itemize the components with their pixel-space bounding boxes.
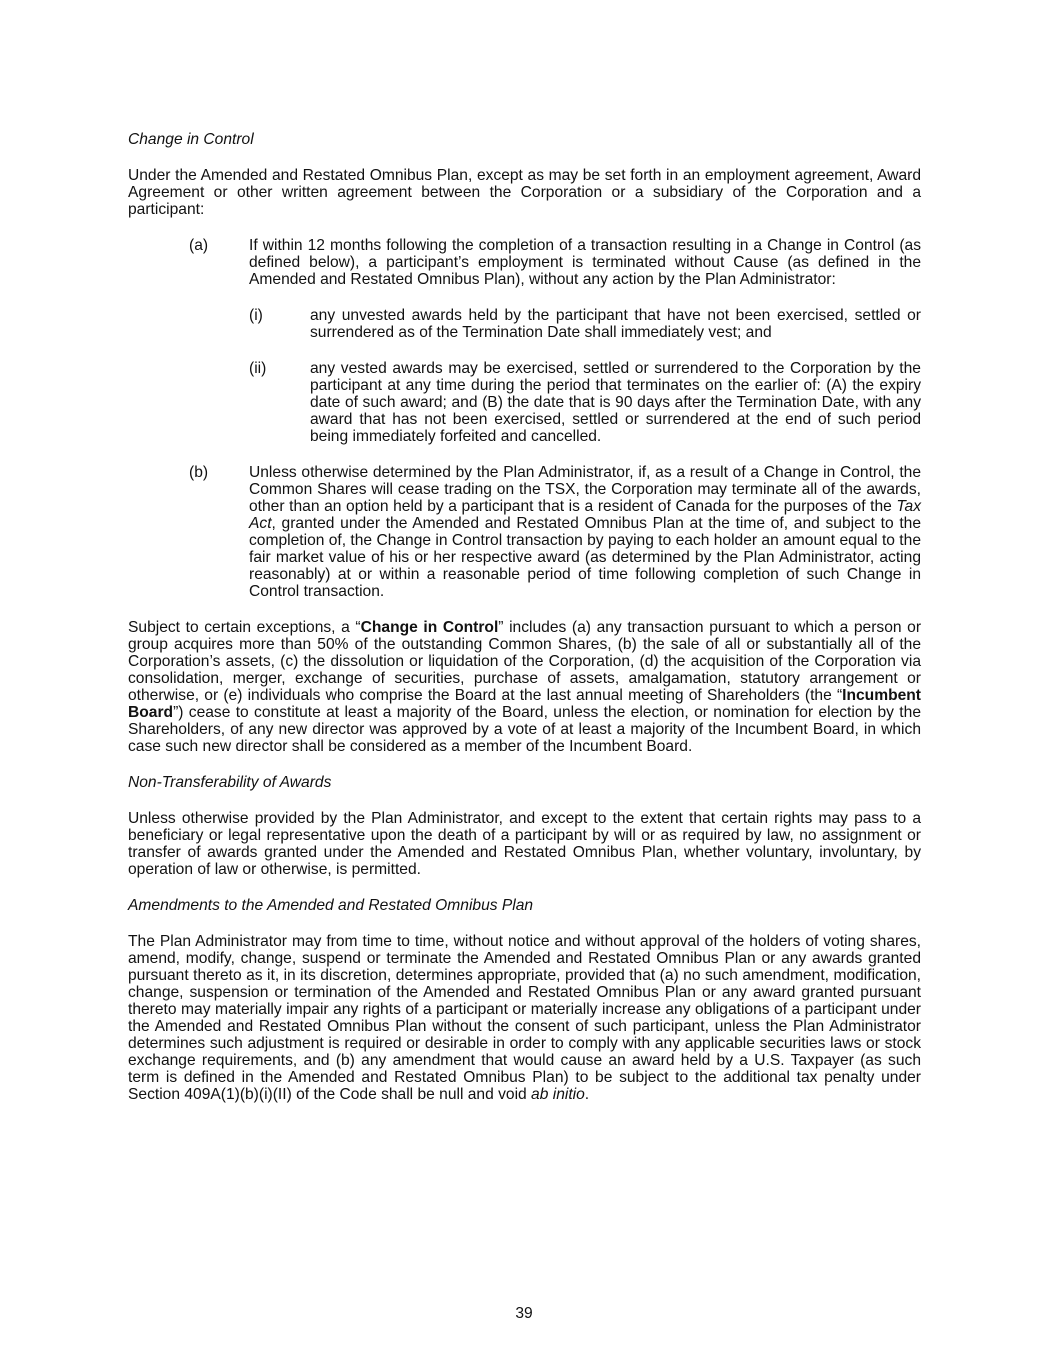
list-item-a-i xyxy=(128,307,921,341)
page-number: 39 xyxy=(515,1305,533,1322)
list-item-a-i-text: any unvested awards held by the participant that have not been exercised, settled or surrendered as of the Termination Date shall immediately vest; and xyxy=(310,307,921,341)
defined-term-change-in-control: Change in Control xyxy=(360,619,499,636)
list-item-b xyxy=(128,464,921,600)
list-item-b-text xyxy=(249,464,921,600)
change-in-control-definition xyxy=(128,619,921,755)
ab-initio-term: ab initio xyxy=(531,1086,585,1103)
list-item-a-text: If within 12 months following the completion of a transaction resulting in a Change in Control (as defined below), a participant’s employment is terminated without Cause (as defined in the Amended and Restated Omnibus Plan), without any action by the Plan Administrator: xyxy=(249,237,921,288)
tax-act-reference: Tax Act xyxy=(249,498,921,532)
amendments-text-part-2: . xyxy=(584,1086,590,1103)
section-heading-change-in-control: Change in Control xyxy=(128,131,254,148)
list-item-a-ii-text: any vested awards may be exercised, settled or surrendered to the Corporation by the participant at any time during the period that terminates on the earlier of: (A) the expiry date of such award; and (B) the date that is 90 days after the Termination Date, with any award that has not been exercised, settled or surrendered at the end of such period being immediately forfeited and cancelled. xyxy=(310,360,921,445)
definition-part-2: ” includes (a) any transaction pursuant to which a person or group acquires more than 50% of the outstanding Common Shares, (b) the sale of all or substantially all of the Corporation’s assets, (c) the dissolution or liquidation of the Corporation, (d) the acquisition of the Corporation via consolidation, merger, exchange of securities, purchase of assets, amalgamation, statutory arrangement or otherwise, or (e) individuals who comprise the Board at the last annual meeting of Shareholders (the “ xyxy=(128,619,922,704)
section-heading-amendments: Amendments to the Amended and Restated Omnibus Plan xyxy=(128,897,534,914)
list-item-b-text-part-1: Unless otherwise determined by the Plan Administrator, if, as a result of a Change in Control, the Common Shares will cease trading on the TSX, the Corporation may terminate all of the awards, other than an option held by a participant that is a resident of Canada for the purposes of the xyxy=(249,464,921,515)
non-transferability-text: Unless otherwise provided by the Plan Administrator, and except to the extent that certain rights may pass to a beneficiary or legal representative upon the death of a participant by will or as required by law, no assignment or transfer of awards granted under the Amended and Restated Omnibus Plan, whether voluntary, involuntary, by operation of law or otherwise, is permitted. xyxy=(128,810,921,878)
defined-term-incumbent-board: Incumbent Board xyxy=(128,687,921,721)
list-item-b-text-part-2: , granted under the Amended and Restated Omnibus Plan at the time of, and subject to the completion of, the Change in Control transaction by paying to each holder an amount equal to the fair market value of his or her respective award (as determined by the Plan Administrator, acting reasonably) at or within a reasonable period of time following completion of such Change in Control transaction. xyxy=(249,515,921,600)
amendments-text-part-1: The Plan Administrator may from time to time, without notice and without approval of the holders of voting shares, amend, modify, change, suspend or terminate the Amended and Restated Omnibus Plan or any awards granted pursuant thereto as it, in its discretion, determines appropriate, provided that (a) no such amendment, modification, change, suspension or termination of the Amended and Restated Omnibus Plan or any award granted pursuant thereto may materially impair any rights of a participant or materially increase any obligations of a participant under the Amended and Restated Omnibus Plan without the consent of such participant, unless the Plan Administrator determines such adjustment is required or desirable in order to comply with any applicable securities laws or stock exchange requirements, and (b) any amendment that would cause an award held by a U.S. Taxpayer (as such term is defined in the Amended and Restated Omnibus Plan) to be subject to the additional tax penalty under Section 409A(1)(b)(i)(II) of the Code shall be null and void xyxy=(128,933,921,1103)
document-page xyxy=(128,131,921,1122)
list-item-a xyxy=(128,237,921,288)
definition-part-3: ”) cease to constitute at least a majority of the Board, unless the election, or nomination for election by the Shareholders, of any new director was approved by a vote of at least a majority of the Incumbent Board, in which case such new director shall be considered as a member of the Incumbent Board. xyxy=(128,704,921,755)
list-item-a-ii-label: (ii) xyxy=(249,360,267,377)
amendments-text xyxy=(128,933,921,1103)
list-item-a-i-label: (i) xyxy=(249,307,263,324)
section-heading-non-transferability: Non-Transferability of Awards xyxy=(128,774,332,791)
change-in-control-intro: Under the Amended and Restated Omnibus Plan, except as may be set forth in an employment agreement, Award Agreement or other written agreement between the Corporation or a subsidiary of the Corporation and a participant: xyxy=(128,167,921,218)
list-item-a-label: (a) xyxy=(189,237,209,254)
list-item-b-label: (b) xyxy=(189,464,209,481)
definition-part-1: Subject to certain exceptions, a “ xyxy=(128,619,361,636)
list-item-a-ii xyxy=(128,360,921,445)
